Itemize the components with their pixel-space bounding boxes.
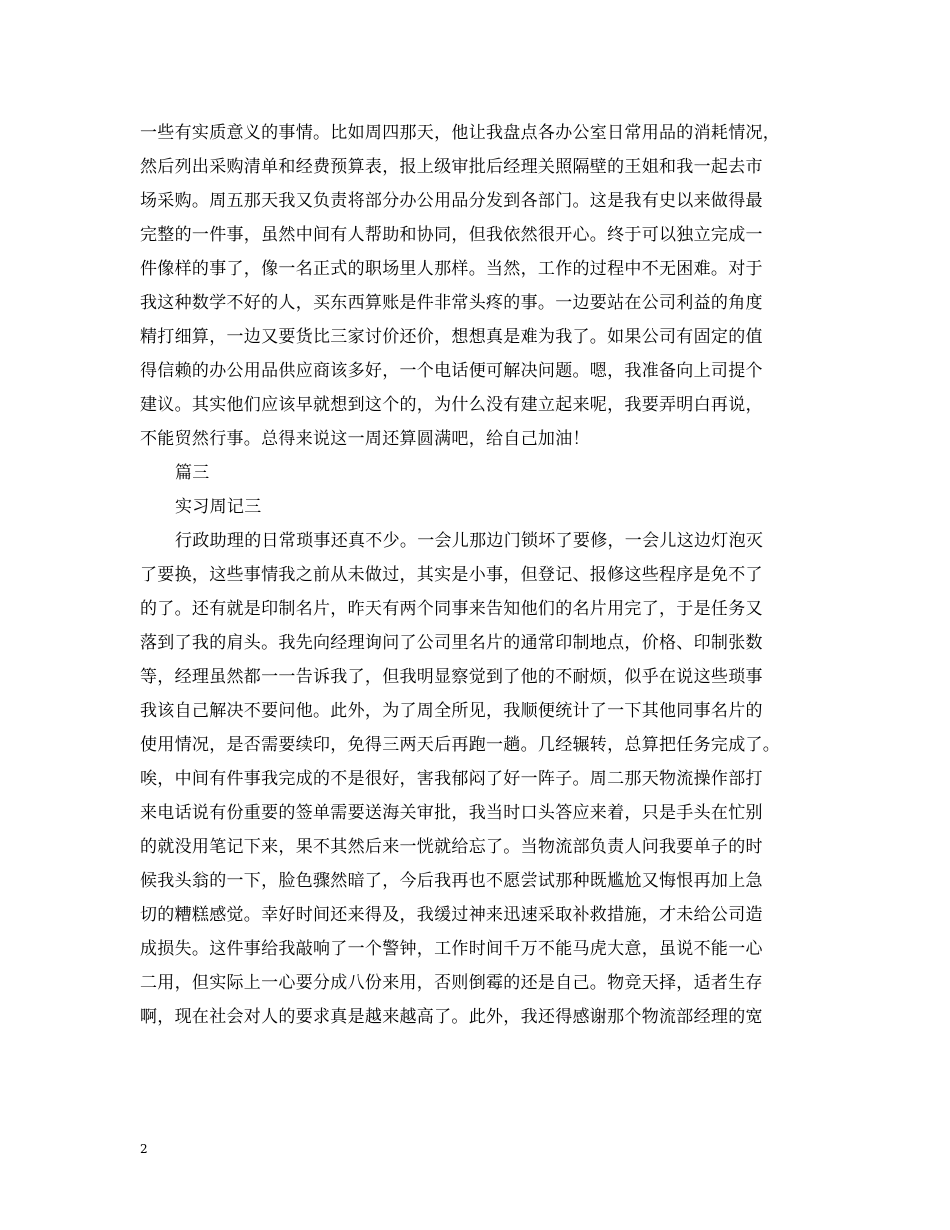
text-line: 了要换，这些事情我之前从未做过，其实是小事，但登记、报修这些程序是免不了	[140, 565, 763, 585]
text-line: 完整的一件事，虽然中间有人帮助和协同，但我依然很开心。终于可以独立完成一	[140, 225, 763, 245]
text-line: 成损失。这件事给我敲响了一个警钟，工作时间千万不能马虎大意，虽说不能一心	[140, 939, 763, 959]
text-line: 的就没用笔记下来，果不其然后来一恍就给忘了。当物流部负责人问我要单子的时	[140, 837, 763, 857]
text-line: 我该自己解决不要问他。此外，为了周全所见，我顺便统计了一下其他同事名片的	[140, 701, 763, 721]
text-line: 切的糟糕感觉。幸好时间还来得及，我缓过神来迅速采取补救措施，才未给公司造	[140, 905, 763, 925]
text-line: 然后列出采购清单和经费预算表，报上级审批后经理关照隔壁的王姐和我一起去市	[140, 157, 763, 177]
text-line: 一些有实质意义的事情。比如周四那天，他让我盘点各办公室日常用品的消耗情况，	[140, 123, 781, 143]
text-line: 篇三	[175, 463, 210, 483]
text-line: 等，经理虽然都一一告诉我了，但我明显察觉到了他的不耐烦，似乎在说这些琐事	[140, 667, 763, 687]
text-line: 精打细算，一边又要货比三家讨价还价，想想真是难为我了。如果公司有固定的值	[140, 327, 763, 347]
text-line: 得信赖的办公用品供应商该多好，一个电话便可解决问题。嗯，我准备向上司提个	[140, 361, 763, 381]
text-line: 使用情况，是否需要续印，免得三两天后再跑一趟。几经辗转，总算把任务完成了。	[140, 735, 781, 755]
text-line: 的了。还有就是印制名片，昨天有两个同事来告知他们的名片用完了，于是任务又	[140, 599, 763, 619]
text-line: 件像样的事了，像一名正式的职场里人那样。当然，工作的过程中不无困难。对于	[140, 259, 763, 279]
text-line: 二用，但实际上一心要分成八份来用，否则倒霉的还是自己。物竞天择，适者生存	[140, 973, 763, 993]
text-line: 不能贸然行事。总得来说这一周还算圆满吧，给自己加油！	[140, 429, 590, 449]
text-line: 实习周记三	[175, 497, 262, 517]
text-line: 行政助理的日常琐事还真不少。一会儿那边门锁坏了要修，一会儿这边灯泡灭	[175, 531, 764, 551]
text-line: 落到了我的肩头。我先向经理询问了公司里名片的通常印制地点，价格、印制张数	[140, 633, 763, 653]
text-line: 我这种数学不好的人，买东西算账是件非常头疼的事。一边要站在公司利益的角度	[140, 293, 763, 313]
text-line: 场采购。周五那天我又负责将部分办公用品分发到各部门。这是我有史以来做得最	[140, 191, 763, 211]
body-text	[140, 116, 840, 1034]
text-line: 唉，中间有件事我完成的不是很好，害我郁闷了好一阵子。周二那天物流操作部打	[140, 769, 763, 789]
text-line: 建议。其实他们应该早就想到这个的，为什么没有建立起来呢，我要弄明白再说，	[140, 395, 763, 415]
page-number: 2	[140, 1142, 148, 1156]
text-line: 候我头翁的一下，脸色骤然暗了，今后我再也不愿尝试那种既尴尬又悔恨再加上急	[140, 871, 763, 891]
text-line: 啊，现在社会对人的要求真是越来越高了。此外，我还得感谢那个物流部经理的宽	[140, 1007, 763, 1027]
text-line: 来电话说有份重要的签单需要送海关审批，我当时口头答应来着，只是手头在忙别	[140, 803, 763, 823]
